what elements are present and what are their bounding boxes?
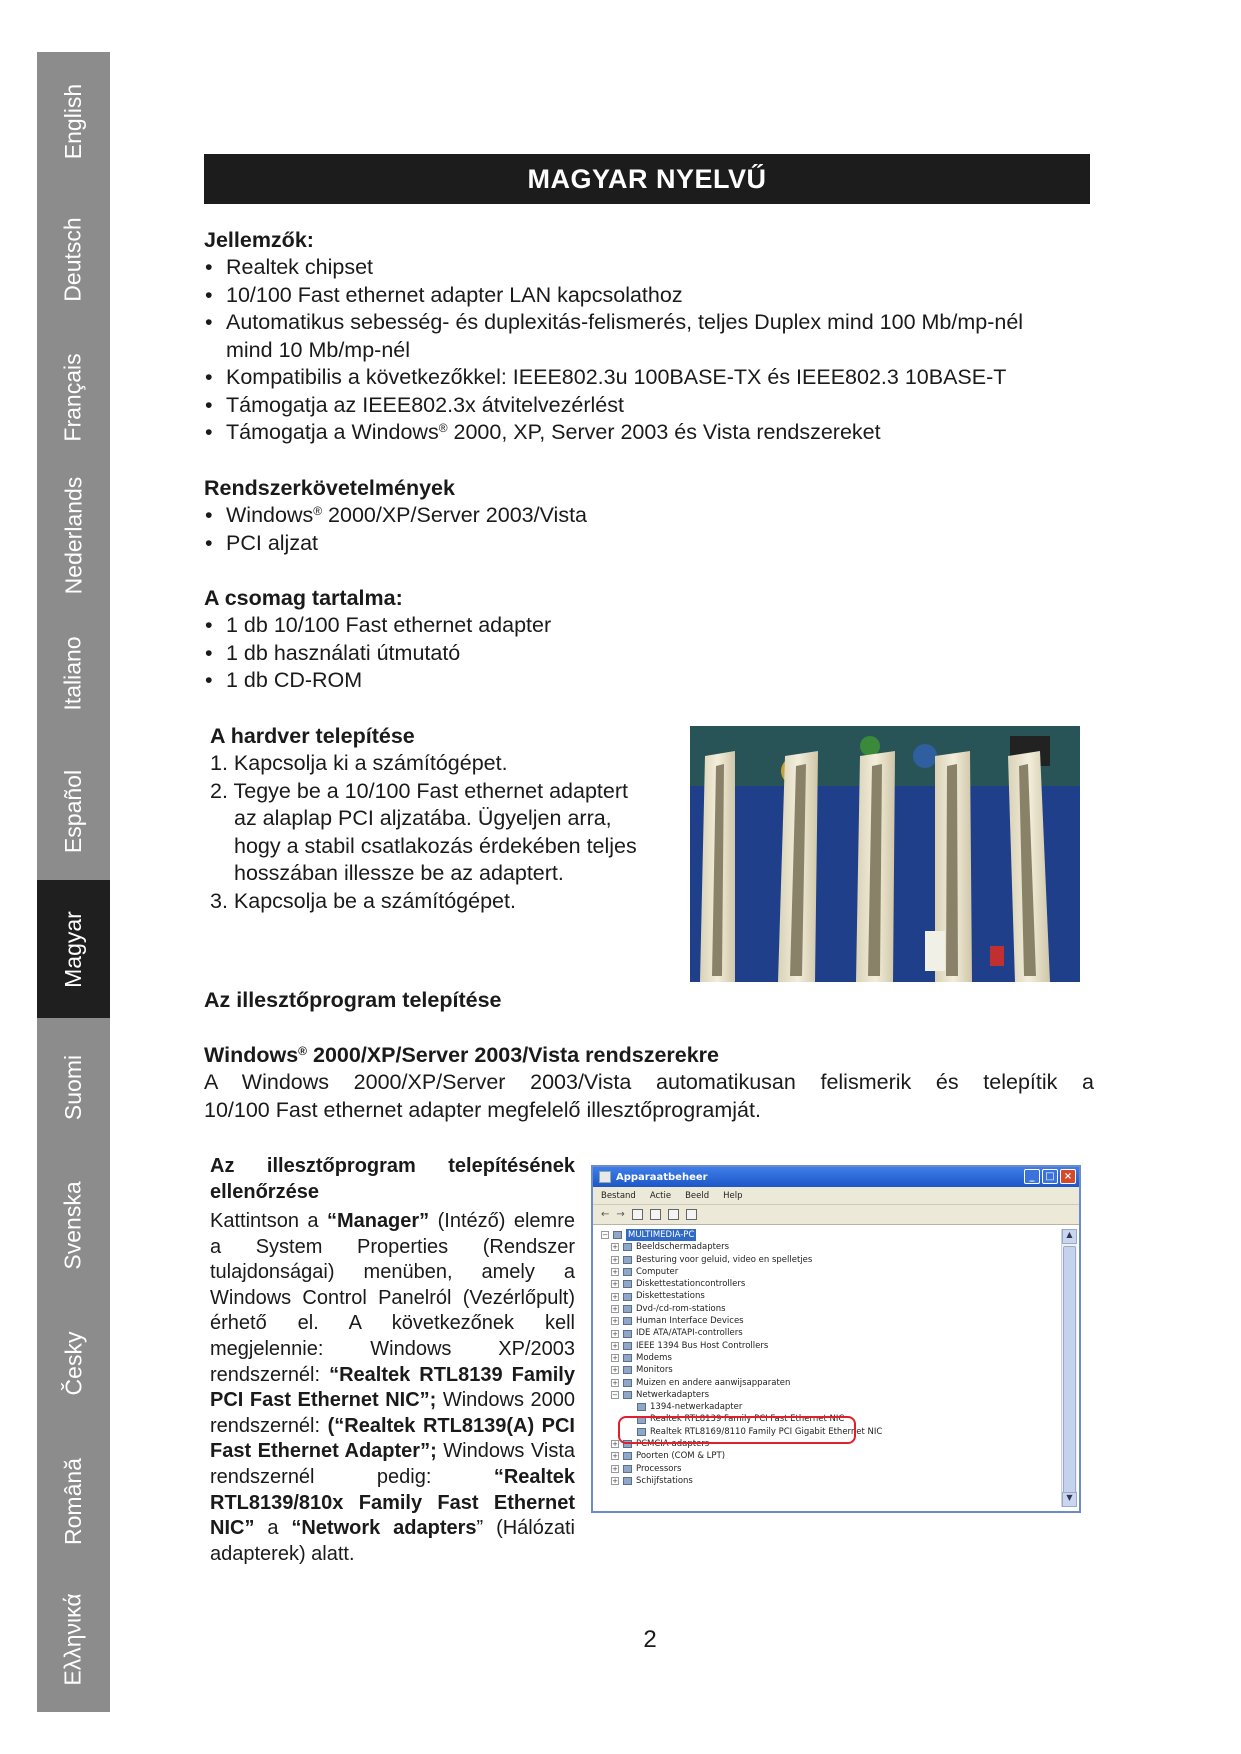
feature-item: • Támogatja az IEEE802.3x átvitelvezérlést bbox=[204, 392, 1094, 420]
device-category-icon bbox=[623, 1293, 632, 1301]
tree-node[interactable]: + PCMCIA-adapters bbox=[612, 1439, 710, 1450]
verify-paragraph: Kattintson a “Manager” (Intéző) elemre a System Properties (Rendszer tulajdonságai) menüben, amely a Windows Control Panelról (Vezérlőpult) érhető el. A következőnek kell megjelennie: Windows XP/2003 rendszernél: “Realtek RTL8139 Family PCI Fast Ethernet NIC”; Windows 2000 rendszernél: (“Realtek RTL8139(A) PCI Fast Ethernet Adapter”; Windows Vista rendszernél pedig: “Realtek RTL8139/810x Family Fast Ethernet NIC” a “Network adapters” (Hálózati adapterek) alatt. bbox=[210, 1210, 575, 1565]
device-category-icon bbox=[623, 1280, 632, 1288]
network-adapter-icon bbox=[623, 1391, 632, 1399]
hardware-step: 1. Kapcsolja ki a számítógépet. bbox=[210, 751, 508, 775]
device-tree-scrollbar[interactable] bbox=[1061, 1229, 1077, 1507]
section-header-band bbox=[204, 154, 1090, 204]
lang-tab-nederlands[interactable]: Nederlands bbox=[60, 476, 87, 594]
tree-node[interactable]: + Poorten (COM & LPT) bbox=[612, 1451, 726, 1462]
device-category-icon bbox=[623, 1465, 632, 1473]
tree-node[interactable]: + Muizen en andere aanwijsapparaten bbox=[612, 1377, 791, 1388]
package-section bbox=[204, 584, 1094, 695]
feature-item: • Automatikus sebesség- és duplexitás-felismerés, teljes Duplex mind 100 Mb/mp-nél bbox=[204, 309, 1094, 337]
verify-section bbox=[210, 1153, 575, 1567]
minimize-icon[interactable]: _ bbox=[1024, 1169, 1040, 1184]
device-category-icon bbox=[623, 1330, 632, 1338]
device-category-icon bbox=[623, 1477, 632, 1485]
hardware-step-continuation: hosszában illessze be az adaptert. bbox=[234, 861, 564, 885]
tree-node[interactable]: + IDE ATA/ATAPI-controllers bbox=[612, 1328, 743, 1339]
driver-paragraph-line: A Windows 2000/XP/Server 2003/Vista automatikusan felismerik és telepítik a bbox=[204, 1070, 1094, 1094]
lang-tab-romana[interactable]: Română bbox=[60, 1457, 86, 1545]
device-category-icon bbox=[623, 1256, 632, 1264]
tree-node[interactable]: + Schijfstations bbox=[612, 1475, 693, 1486]
tree-node[interactable]: + Diskettestationcontrollers bbox=[612, 1279, 746, 1290]
connector bbox=[990, 946, 1004, 966]
lang-tab-italiano[interactable]: Italiano bbox=[60, 635, 87, 711]
device-category-icon bbox=[623, 1268, 632, 1276]
device-manager-toolbar bbox=[593, 1205, 1079, 1225]
feature-item: • 10/100 Fast ethernet adapter LAN kapcsolathoz bbox=[204, 282, 1094, 310]
hardware-step: 2. Tegye be a 10/100 Fast ethernet adaptert bbox=[210, 778, 628, 803]
requirements-section bbox=[204, 474, 1094, 557]
tree-leaf-realtek-8139[interactable]: Realtek RTL8139 Family PCI Fast Ethernet NIC bbox=[597, 1413, 1057, 1425]
device-category-icon bbox=[623, 1366, 632, 1374]
scroll-down-icon[interactable]: ▼ bbox=[1062, 1492, 1077, 1507]
help-icon[interactable] bbox=[668, 1209, 679, 1220]
menu-help[interactable]: Help bbox=[723, 1190, 743, 1201]
red-highlight-circle bbox=[618, 1416, 856, 1444]
pci-slot bbox=[700, 751, 735, 982]
verify-heading: Az illesztőprogram telepítésének bbox=[210, 1155, 575, 1177]
requirement-item: • Windows® 2000/XP/Server 2003/Vista bbox=[204, 502, 1094, 530]
tree-leaf[interactable]: 1394-netwerkadapter bbox=[597, 1401, 1057, 1413]
device-category-icon bbox=[623, 1452, 632, 1460]
package-heading: A csomag tartalma: bbox=[204, 586, 403, 610]
menu-bestand[interactable]: Bestand bbox=[601, 1190, 636, 1201]
capacitor bbox=[913, 744, 937, 768]
requirements-heading: Rendszerkövetelmények bbox=[204, 476, 455, 500]
pci-slot bbox=[856, 751, 895, 982]
device-manager-icon bbox=[599, 1171, 611, 1183]
verify-heading: ellenőrzése bbox=[210, 1181, 319, 1203]
back-icon[interactable]: ← bbox=[601, 1209, 610, 1220]
lang-tab-francais[interactable]: Français bbox=[60, 352, 87, 442]
tree-node[interactable]: + IEEE 1394 Bus Host Controllers bbox=[612, 1340, 769, 1351]
package-item: • 1 db használati útmutató bbox=[204, 640, 1094, 668]
lang-tab-cesky[interactable]: Česky bbox=[60, 1331, 86, 1395]
page-title: MAGYAR NYELVŰ bbox=[527, 163, 767, 194]
hardware-step-continuation: hogy a stabil csatlakozás érdekében teljes bbox=[234, 833, 637, 858]
device-manager-menubar bbox=[593, 1187, 1079, 1205]
driver-heading: Az illesztőprogram telepítése bbox=[204, 988, 502, 1012]
scan-hardware-icon[interactable] bbox=[686, 1209, 697, 1220]
tree-node[interactable]: + Monitors bbox=[612, 1365, 673, 1376]
maximize-icon[interactable]: □ bbox=[1042, 1169, 1058, 1184]
hardware-heading: A hardver telepítése bbox=[210, 724, 415, 748]
pci-slots-photo bbox=[690, 726, 1080, 982]
scroll-thumb[interactable] bbox=[1063, 1246, 1076, 1496]
menu-beeld[interactable]: Beeld bbox=[685, 1190, 710, 1201]
feature-item: • Realtek chipset bbox=[204, 254, 1094, 282]
print-icon[interactable] bbox=[650, 1209, 661, 1220]
hardware-step-continuation: az alaplap PCI aljzatába. Ügyeljen arra, bbox=[234, 806, 612, 830]
language-sidebar bbox=[37, 52, 110, 1712]
tree-leaf[interactable]: Realtek RTL8169/8110 Family PCI Gigabit Ethernet NIC bbox=[597, 1426, 1057, 1438]
feature-item: • Kompatibilis a következőkkel: IEEE802.3u 100BASE-TX és IEEE802.3 10BASE-T bbox=[204, 364, 1094, 392]
forward-icon[interactable]: → bbox=[616, 1209, 625, 1220]
tree-node-network-adapters[interactable]: − Netwerkadapters bbox=[612, 1389, 710, 1400]
driver-paragraph-line: 10/100 Fast ethernet adapter megfelelő illesztőprogramját. bbox=[204, 1097, 761, 1122]
feature-item: • Támogatja a Windows® 2000, XP, Server 2003 és Vista rendszereket bbox=[204, 419, 1094, 447]
device-manager-titlebar: Apparaatbeheer _ □ × bbox=[593, 1167, 1079, 1187]
hardware-section bbox=[210, 722, 690, 915]
features-section bbox=[204, 226, 1094, 447]
tree-node[interactable]: + Computer bbox=[612, 1266, 679, 1277]
device-tree bbox=[597, 1229, 1057, 1507]
page-number: 2 bbox=[643, 1626, 657, 1653]
lang-tab-espanol[interactable]: Español bbox=[60, 769, 86, 853]
lang-tab-english[interactable]: English bbox=[60, 83, 86, 159]
package-item: • 1 db 10/100 Fast ethernet adapter bbox=[204, 612, 1094, 640]
driver-subheading: Windows® 2000/XP/Server 2003/Vista rendszerekre bbox=[204, 1043, 720, 1067]
capacitor bbox=[860, 736, 880, 756]
features-heading: Jellemzők: bbox=[204, 228, 314, 252]
device-category-icon bbox=[623, 1305, 632, 1313]
device-manager-screenshot bbox=[591, 1165, 1081, 1513]
tree-node[interactable]: + Besturing voor geluid, video en spelletjes bbox=[612, 1254, 813, 1265]
device-category-icon bbox=[623, 1243, 632, 1251]
tree-node[interactable]: + Diskettestations bbox=[612, 1291, 705, 1302]
hardware-step: 3. Kapcsolja be a számítógépet. bbox=[210, 888, 516, 913]
tree-node[interactable]: + Dvd-/cd-rom-stations bbox=[612, 1303, 726, 1314]
lang-tab-deutsch[interactable]: Deutsch bbox=[60, 216, 86, 302]
network-card-icon bbox=[637, 1403, 646, 1411]
tree-node[interactable]: + Beeldschermadapters bbox=[612, 1242, 730, 1253]
lang-tab-svenska[interactable]: Svenska bbox=[60, 1180, 86, 1270]
computer-icon bbox=[613, 1231, 622, 1239]
device-category-icon bbox=[623, 1342, 632, 1350]
device-category-icon bbox=[623, 1379, 632, 1387]
scroll-up-icon[interactable]: ▲ bbox=[1062, 1229, 1077, 1244]
tree-node[interactable]: + Human Interface Devices bbox=[612, 1316, 744, 1327]
package-item: • 1 db CD-ROM bbox=[204, 667, 1094, 695]
device-category-icon bbox=[623, 1354, 632, 1362]
lang-tab-magyar[interactable]: Magyar bbox=[37, 880, 110, 1018]
menu-actie[interactable]: Actie bbox=[649, 1190, 672, 1201]
driver-section bbox=[204, 986, 1094, 1124]
properties-icon[interactable] bbox=[632, 1209, 643, 1220]
lang-tab-suomi[interactable]: Suomi bbox=[59, 1054, 86, 1120]
feature-item-continuation: mind 10 Mb/mp-nél bbox=[226, 337, 411, 362]
lang-tab-ellinika[interactable]: Ελληνικά bbox=[60, 1592, 87, 1686]
tree-node[interactable]: + Processors bbox=[612, 1463, 682, 1474]
tree-root[interactable]: − MULTIMEDIA-PC bbox=[602, 1230, 695, 1240]
connector bbox=[925, 931, 945, 971]
device-category-icon bbox=[623, 1317, 632, 1325]
tree-node[interactable]: + Modems bbox=[612, 1352, 672, 1363]
requirement-item: • PCI aljzat bbox=[204, 530, 1094, 558]
spacer bbox=[204, 1014, 1094, 1041]
close-icon[interactable]: × bbox=[1060, 1169, 1076, 1184]
